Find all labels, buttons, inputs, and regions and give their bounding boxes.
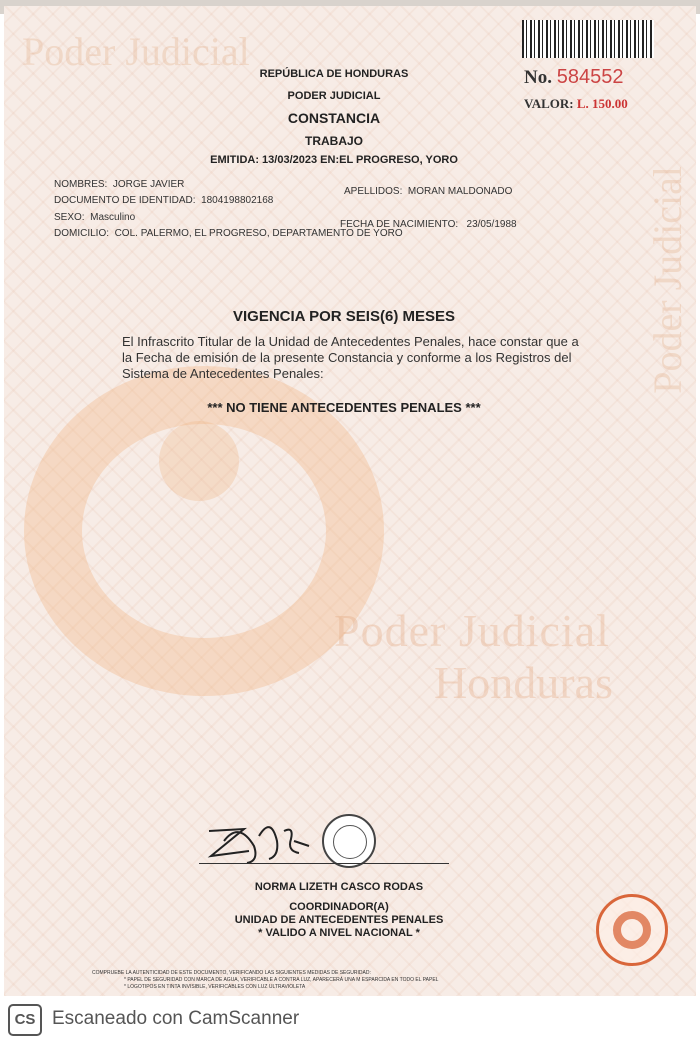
- watermark-figure: [159, 421, 239, 501]
- documento-label: DOCUMENTO DE IDENTIDAD:: [54, 195, 196, 206]
- documento-field: [54, 195, 273, 206]
- signatory-unit: UNIDAD DE ANTECEDENTES PENALES: [234, 914, 444, 926]
- domicilio-field: [54, 228, 403, 239]
- nacimiento-value: 23/05/1988: [466, 219, 517, 230]
- watermark-top-text: Poder Judicial: [22, 29, 250, 74]
- documento-value: 1804198802168: [201, 195, 274, 206]
- domicilio-value: COL. PALERMO, EL PROGRESO, DEPARTAMENTO DE YORO: [114, 228, 403, 239]
- sexo-field: [54, 212, 135, 223]
- poder-judicial-stamp: [596, 894, 668, 966]
- signature-line: [199, 863, 449, 864]
- result-statement: *** NO TIENE ANTECEDENTES PENALES ***: [207, 400, 481, 415]
- constancia-document: [4, 6, 696, 996]
- serial-value: 584552: [556, 66, 624, 88]
- serial-label: No.: [524, 67, 552, 88]
- camscanner-logo-icon: CS: [8, 1004, 42, 1036]
- institution-heading: PODER JUDICIAL: [287, 90, 381, 102]
- apellidos-label: APELLIDOS:: [344, 186, 403, 197]
- sexo-value: Masculino: [90, 212, 136, 223]
- validity-note: * VALIDO A NIVEL NACIONAL *: [258, 927, 420, 939]
- certification-text: El Infrascrito Titular de la Unidad de Antecedentes Penales, hace constar que a la Fecha de emisión de la presente Constancia y conforme a los Registros del Sistema de Antecedentes Penales:: [122, 334, 579, 381]
- vigencia-heading: VIGENCIA POR SEIS(6) MESES: [233, 308, 455, 325]
- sexo-label: SEXO:: [54, 212, 85, 223]
- nombres-field: [54, 179, 184, 190]
- watermark-text-line2: Honduras: [434, 657, 613, 708]
- nombres-value: JORGE JAVIER: [112, 179, 185, 190]
- document-title: CONSTANCIA: [287, 110, 381, 126]
- domicilio-label: DOMICILIO:: [54, 228, 110, 239]
- footer-line-2: * PAPEL DE SEGURIDAD CON MARCA DE AGUA, VERIFICABLE A CONTRA LUZ, APARECERÁ UNA M ESPARCIDA EN TODO EL PAPEL: [124, 977, 439, 983]
- price: [524, 96, 628, 112]
- nombres-label: NOMBRES:: [54, 179, 108, 190]
- footer-line-3: * LOGOTIPOS EN TINTA INVISIBLE, VERIFICABLES CON LUZ ULTRAVIOLETA: [124, 984, 306, 990]
- camscanner-banner: [0, 996, 700, 1045]
- signatory-role: COORDINADOR(A): [289, 901, 389, 913]
- price-value: L. 150.00: [576, 96, 628, 111]
- watermark-emblem: [24, 366, 384, 696]
- price-label: VALOR:: [524, 96, 574, 111]
- nacimiento-label: FECHA DE NACIMIENTO:: [340, 219, 459, 230]
- handwritten-signature: [199, 811, 319, 871]
- watermark-side-text: Poder Judicial: [645, 166, 690, 394]
- issued-line: EMITIDA: 13/03/2023 EN:EL PROGRESO, YORO: [210, 154, 458, 166]
- country-heading: REPÚBLICA DE HONDURAS: [259, 68, 409, 80]
- official-seal: [322, 814, 376, 868]
- footer-line-1: COMPRUEBE LA AUTENTICIDAD DE ESTE DOCUMENTO, VERIFICANDO LAS SIGUIENTES MEDIDAS DE SEGURIDAD:: [92, 970, 371, 976]
- apellidos-value: MORAN MALDONADO: [407, 186, 513, 197]
- document-subtitle: TRABAJO: [304, 134, 363, 148]
- apellidos-field: [344, 186, 512, 197]
- watermark-text-line1: Poder Judicial: [334, 605, 610, 656]
- serial-number: [524, 66, 623, 89]
- camscanner-label: Escaneado con CamScanner: [52, 1008, 300, 1029]
- signatory-name: NORMA LIZETH CASCO RODAS: [254, 881, 424, 893]
- barcode: [522, 20, 654, 58]
